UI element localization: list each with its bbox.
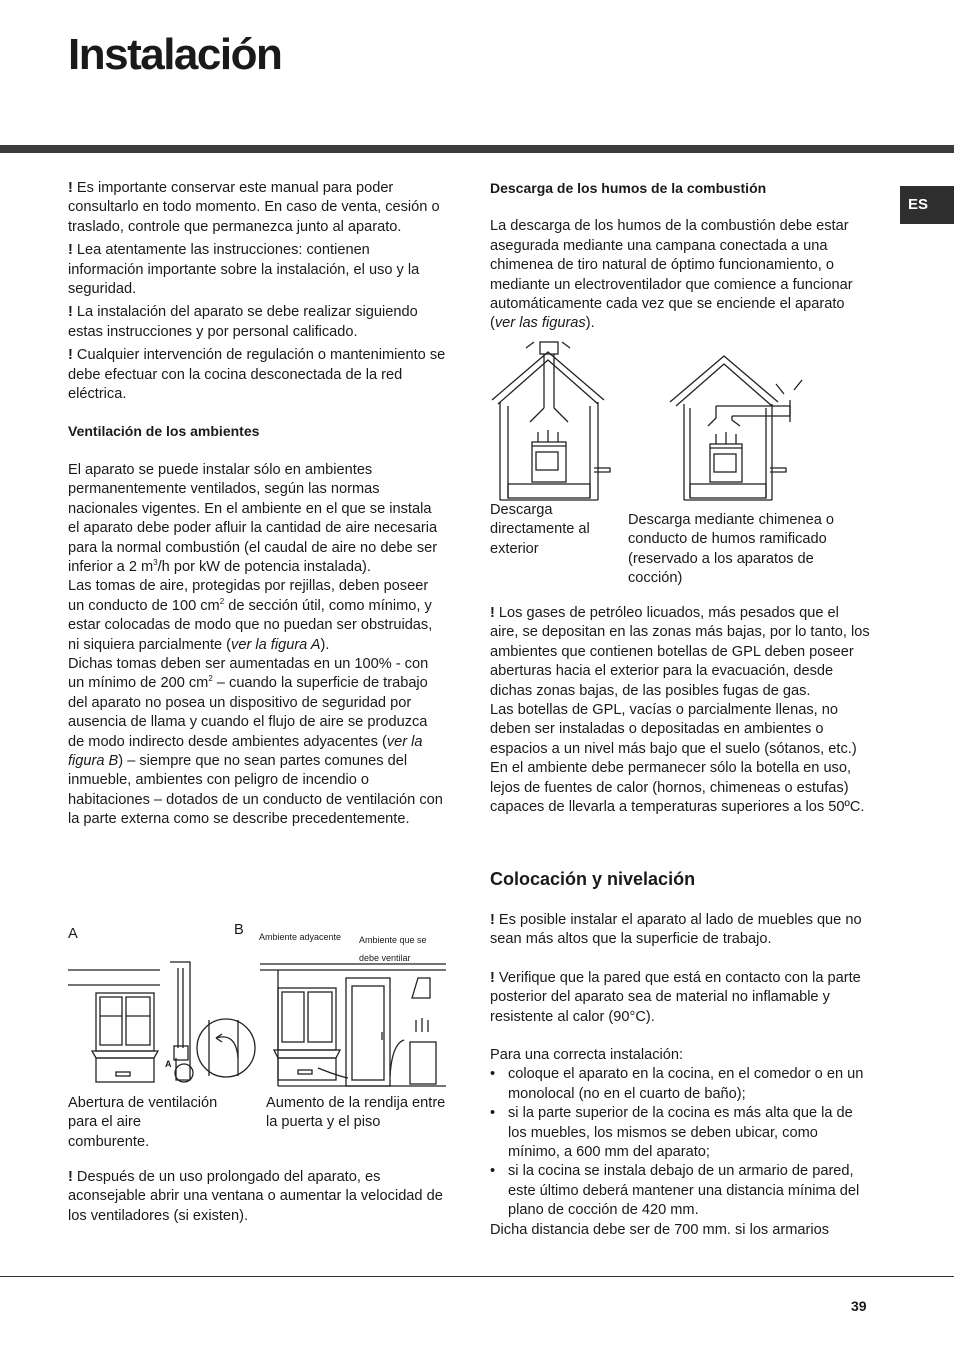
chimney-exhaust-caption: Descarga mediante chimenea o conducto de humos ramificado (reservado a los aparatos de cocción) — [628, 512, 835, 587]
note-paragraph — [68, 179, 446, 237]
page-number: 39 — [851, 1298, 867, 1314]
warning-mark: ! — [68, 1169, 73, 1185]
placement-heading: Colocación y nivelación — [490, 869, 696, 889]
figure-a-marker: A — [165, 1059, 172, 1069]
right-column-top — [490, 179, 870, 334]
warning-mark: ! — [68, 304, 73, 321]
figure-a-caption: Abertura de ventilación para el aire comburente. — [68, 1095, 218, 1150]
note-text: La instalación del aparato se debe realizar siguiendo estas instrucciones y por personal calificado. — [68, 304, 418, 340]
exhaust-chimney-diagram — [668, 350, 808, 504]
header-divider — [0, 145, 954, 153]
ventilation-heading: Ventilación de los ambientes — [68, 423, 260, 440]
gas-paragraph-2: Las botellas de GPL, vacías o parcialmente llenas, no deben ser instaladas o depositadas en ambientes o espacios a un nivel más bajo que el suelo (sótanos, etc.) En el ambiente debe permanecer sólo la botella en uso, lejos de fuentes de calor (hornos, chimeneas o estufas) capaces de llevarla a temperaturas superiores a los 50ºC. — [490, 702, 865, 816]
note-paragraph — [68, 303, 446, 342]
note-text: Cualquier intervención de regulación o mantenimiento se debe efectuar con la cocina desconectada de la red eléctrica. — [68, 347, 446, 403]
adjacent-room-label: Ambiente adyacente — [259, 932, 342, 942]
footer-divider — [0, 1276, 954, 1277]
direct-exhaust-caption: Descarga directamente al exterior — [490, 502, 590, 557]
placement-section — [490, 911, 870, 1240]
note-text: Es importante conservar este manual para poder consultarlo en todo momento. En caso de venta, cesión o traslado, controle que permanezca junto al aparato. — [68, 180, 440, 235]
correct-install-intro: Para una correcta instalación: — [490, 1047, 684, 1064]
fumes-paragraph: La descarga de los humos de la combustión debe estar asegurada mediante una campana conectada a una chimenea de tiro natural de óptimo funcionamiento, o mediante un electroventilador que comience a funcionar automáticamente cada vez que se enciende el aparato (ver las figuras). — [490, 218, 853, 332]
exhaust-direct-diagram — [490, 338, 614, 504]
gas-paragraph-1: ! Los gases de petróleo licuados, más pesados que el aire, se depositan en las zonas más bajas, por lo tanto, los ambientes que contienen botellas de GPL deben poseer aberturas hacia el exterior para la evacuación, desde dichas zonas bajas, de las posibles fugas de gas. — [490, 605, 870, 699]
list-item: • si la cocina se instala debajo de un armario de pared, este último deberá mantener una distancia mínima del plano de cocción de 420 mm. — [508, 1162, 870, 1220]
list-item: • si la parte superior de la cocina es más alta que la de los muebles, los mismos se deben ubicar, como mínimo, a 600 mm del aparato; — [508, 1104, 870, 1162]
room-to-ventilate-label: Ambiente que se debe ventilar — [359, 935, 427, 963]
fumes-heading: Descarga de los humos de la combustión — [490, 180, 767, 196]
figure-b-caption: Aumento de la rendija entre la puerta y el piso — [266, 1095, 446, 1131]
language-tab: ES — [900, 186, 954, 224]
note-paragraph — [68, 346, 446, 404]
figure-a-diagram — [66, 958, 266, 1092]
after-use-note: ! Después de un uso prolongado del aparato, es aconsejable abrir una ventana o aumentar la velocidad de los ventiladores (si existen). — [68, 1169, 443, 1224]
warning-mark: ! — [68, 347, 73, 364]
placement-note-1: ! Es posible instalar el aparato al lado de muebles que no sean más altos que la superficie de trabajo. — [490, 912, 862, 948]
figure-b-label: B — [234, 922, 244, 938]
note-paragraph — [68, 241, 446, 299]
warning-mark: ! — [490, 969, 495, 986]
placement-note-2: ! Verifique que la pared que está en contacto con la parte posterior del aparato sea de material no inflamable y resistente al calor (90°C). — [490, 969, 861, 1025]
note-text: Lea atentamente las instrucciones: contienen información importante sobre la instalación, el uso y la seguridad. — [68, 242, 420, 298]
list-item: • coloque el aparato en la cocina, en el comedor o en un monolocal (no en el cuarto de baño); — [508, 1065, 870, 1104]
continuation-text: Dicha distancia debe ser de 700 mm. si los armarios — [490, 1221, 830, 1238]
install-bullet-list — [490, 1065, 870, 1220]
page-title: Instalación — [68, 30, 282, 79]
gas-section — [490, 604, 870, 817]
ventilation-paragraph-2: Las tomas de aire, protegidas por rejillas, deben poseer un conducto de 100 $cm^2$ de sección útil, como mínimo, y estar colocadas de modo que no puedan ser obstruidas, ni siquiera parcialmente (ver la figura A). — [68, 578, 433, 653]
ventilation-paragraph-3: Dichas tomas deben ser aumentadas en un 100% - con un mínimo de 200 $cm^2$ – cuando la superficie de trabajo del aparato no posea un dispositivo de seguridad por ausencia de llama y cuando el flujo de aire se produzca de modo indirecto desde ambientes adyacentes (ver la figura B) – siempre que no sean partes comunes del inmueble, ambientes con peligro de incendio o habitaciones – dotados de un conducto de ventilación con la parte externa como se describe precedentemente. — [68, 655, 443, 828]
warning-mark: ! — [68, 180, 73, 196]
ventilation-paragraph-1: El aparato se puede instalar sólo en ambientes permanentemente ventilados, según las normas nacionales vigentes. En el ambiente en el que se instala el aparato debe poder afluir la cantidad de aire necesaria para la normal combustión (el caudal de aire no debe ser inferior a 2 $m^3/h$ por kW de potencia instalada). — [68, 461, 438, 575]
warning-mark: ! — [68, 242, 73, 259]
figure-a-label: A — [68, 926, 78, 942]
warning-mark: ! — [490, 912, 495, 928]
warning-mark: ! — [490, 605, 495, 621]
figure-b-diagram — [258, 958, 448, 1092]
left-column — [68, 179, 446, 830]
